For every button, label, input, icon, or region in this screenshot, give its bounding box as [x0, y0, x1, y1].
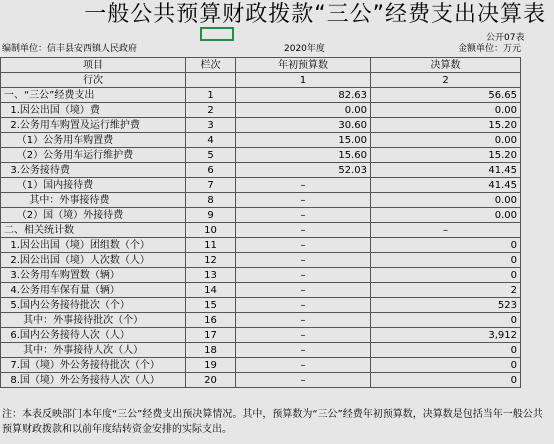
row-actual-cell[interactable]: 0 — [371, 238, 521, 253]
table-row — [1, 133, 554, 148]
table-row — [1, 193, 554, 208]
table-row — [1, 88, 554, 103]
table-row — [1, 283, 554, 298]
row-no-cell[interactable]: 17 — [186, 328, 236, 343]
subheader-item[interactable]: 行次 — [1, 73, 186, 88]
row-budget-cell[interactable]: – — [236, 373, 371, 388]
row-no-cell[interactable]: 14 — [186, 283, 236, 298]
row-budget-cell[interactable]: – — [236, 208, 371, 223]
row-actual-cell[interactable]: 0 — [371, 268, 521, 283]
row-no-cell[interactable]: 9 — [186, 208, 236, 223]
table-row — [1, 163, 554, 178]
row-item-cell[interactable]: 3.公务用车购置数（辆） — [1, 268, 186, 283]
row-budget-cell[interactable]: 0.00 — [236, 103, 371, 118]
row-actual-cell[interactable]: 0.00 — [371, 103, 521, 118]
row-actual-cell[interactable]: 0 — [371, 253, 521, 268]
row-item-cell[interactable]: 其中：外事接待人次（人） — [1, 343, 186, 358]
table-row — [1, 268, 554, 283]
row-item-cell[interactable]: 5.国内公务接待批次（个） — [1, 298, 186, 313]
table-row — [1, 328, 554, 343]
row-no-cell[interactable]: 11 — [186, 238, 236, 253]
row-budget-cell[interactable]: 30.60 — [236, 118, 371, 133]
row-item-cell[interactable]: 其中：外事接待批次（个） — [1, 313, 186, 328]
row-budget-cell[interactable]: – — [236, 268, 371, 283]
row-no-cell[interactable]: 4 — [186, 133, 236, 148]
header-actual[interactable]: 决算数 — [371, 58, 521, 73]
row-no-cell[interactable]: 10 — [186, 223, 236, 238]
row-item-cell[interactable]: 6.国内公务接待人次（人） — [1, 328, 186, 343]
row-budget-cell[interactable]: 15.60 — [236, 148, 371, 163]
row-actual-cell[interactable]: 41.45 — [371, 163, 521, 178]
row-item-cell[interactable]: 2.因公出国（境）人次数（人） — [1, 253, 186, 268]
active-cell-selection[interactable] — [200, 27, 234, 41]
year-label: 2020年度 — [284, 44, 325, 54]
page-title: 一般公共预算财政拨款“三公”经费支出决算表 — [84, 2, 546, 27]
row-budget-cell[interactable]: – — [236, 328, 371, 343]
table-row — [1, 103, 554, 118]
row-actual-cell[interactable]: 523 — [371, 298, 521, 313]
row-item-cell[interactable]: （2）公务用车运行维护费 — [1, 148, 186, 163]
row-item-cell[interactable]: 3.公务接待费 — [1, 163, 186, 178]
table-row — [1, 208, 554, 223]
row-no-cell[interactable]: 12 — [186, 253, 236, 268]
row-budget-cell[interactable]: – — [236, 178, 371, 193]
table-row — [1, 148, 554, 163]
row-no-cell[interactable]: 18 — [186, 343, 236, 358]
row-item-cell[interactable]: 1.因公出国（境）团组数（个） — [1, 238, 186, 253]
row-no-cell[interactable]: 5 — [186, 148, 236, 163]
form-code: 公开07表 — [486, 33, 525, 43]
row-no-cell[interactable]: 20 — [186, 373, 236, 388]
row-item-cell[interactable]: 1.因公出国（境）费 — [1, 103, 186, 118]
footer-note: 注：本表反映部门本年度“三公”经费支出预决算情况。其中，预算数为“三公”经费年初预算数，决算数是包括当年一般公共预算财政拨款和以前年度结转资金安排的实际支出。 — [2, 409, 543, 435]
row-no-cell[interactable]: 6 — [186, 163, 236, 178]
money-unit-label: 金额单位：万元 — [458, 44, 522, 54]
row-item-cell[interactable]: 7.国（境）外公务接待批次（个） — [1, 358, 186, 373]
row-budget-cell[interactable]: 52.03 — [236, 163, 371, 178]
row-actual-cell[interactable]: 0 — [371, 358, 521, 373]
expense-table — [0, 57, 554, 388]
row-budget-cell[interactable]: – — [236, 253, 371, 268]
row-item-cell[interactable]: 一、“三公”经费支出 — [1, 88, 186, 103]
table-row — [1, 358, 554, 373]
table-row — [1, 298, 554, 313]
row-budget-cell[interactable]: – — [236, 343, 371, 358]
subheader-actual[interactable]: 2 — [371, 73, 521, 88]
row-no-cell[interactable]: 2 — [186, 103, 236, 118]
row-actual-cell[interactable]: 0 — [371, 373, 521, 388]
table-row — [1, 373, 554, 388]
row-actual-cell[interactable]: 0.00 — [371, 133, 521, 148]
row-actual-cell[interactable]: 56.65 — [371, 88, 521, 103]
row-budget-cell[interactable]: – — [236, 313, 371, 328]
row-actual-cell[interactable]: 0.00 — [371, 208, 521, 223]
unit-label: 编制单位：信丰县安西镇人民政府 — [2, 44, 138, 54]
row-actual-cell[interactable]: 0.00 — [371, 193, 521, 208]
row-budget-cell[interactable]: 15.00 — [236, 133, 371, 148]
subheader-row — [1, 73, 554, 88]
row-no-cell[interactable]: 15 — [186, 298, 236, 313]
table-row — [1, 343, 554, 358]
row-item-cell[interactable]: （2）国（境）外接待费 — [1, 208, 186, 223]
row-no-cell[interactable]: 13 — [186, 268, 236, 283]
table-row — [1, 238, 554, 253]
table-row — [1, 118, 554, 133]
row-actual-cell[interactable]: 2 — [371, 283, 521, 298]
row-item-cell[interactable]: 2.公务用车购置及运行维护费 — [1, 118, 186, 133]
row-actual-cell[interactable]: 3,912 — [371, 328, 521, 343]
row-item-cell[interactable]: 其中：外事接待费 — [1, 193, 186, 208]
row-budget-cell[interactable]: – — [236, 223, 371, 238]
table-row — [1, 178, 554, 193]
header-row — [1, 58, 554, 73]
row-no-cell[interactable]: 16 — [186, 313, 236, 328]
row-item-cell[interactable]: 4.公务用车保有量（辆） — [1, 283, 186, 298]
header-item[interactable]: 项目 — [1, 58, 186, 73]
row-no-cell[interactable]: 7 — [186, 178, 236, 193]
row-no-cell[interactable]: 19 — [186, 358, 236, 373]
row-budget-cell[interactable]: – — [236, 358, 371, 373]
subheader-no[interactable] — [186, 73, 236, 88]
row-item-cell[interactable]: 8.国（境）外公务接待人次（人） — [1, 373, 186, 388]
row-no-cell[interactable]: 1 — [186, 88, 236, 103]
row-actual-cell[interactable]: 0 — [371, 313, 521, 328]
row-item-cell[interactable]: 二、相关统计数 — [1, 223, 186, 238]
row-budget-cell[interactable]: – — [236, 238, 371, 253]
row-no-cell[interactable]: 3 — [186, 118, 236, 133]
row-actual-cell[interactable]: – — [371, 223, 521, 238]
table-row — [1, 313, 554, 328]
row-no-cell[interactable]: 8 — [186, 193, 236, 208]
row-actual-cell[interactable]: 0 — [371, 343, 521, 358]
row-item-cell[interactable]: （1）公务用车购置费 — [1, 133, 186, 148]
row-actual-cell[interactable]: 15.20 — [371, 118, 521, 133]
row-budget-cell[interactable]: 82.63 — [236, 88, 371, 103]
row-budget-cell[interactable]: – — [236, 193, 371, 208]
row-budget-cell[interactable]: – — [236, 283, 371, 298]
header-budget[interactable]: 年初预算数 — [236, 58, 371, 73]
table-row — [1, 223, 554, 238]
table-row — [1, 253, 554, 268]
row-actual-cell[interactable]: 41.45 — [371, 178, 521, 193]
row-actual-cell[interactable]: 15.20 — [371, 148, 521, 163]
subheader-budget[interactable]: 1 — [236, 73, 371, 88]
header-no[interactable]: 栏次 — [186, 58, 236, 73]
row-budget-cell[interactable]: – — [236, 298, 371, 313]
row-item-cell[interactable]: （1）国内接待费 — [1, 178, 186, 193]
